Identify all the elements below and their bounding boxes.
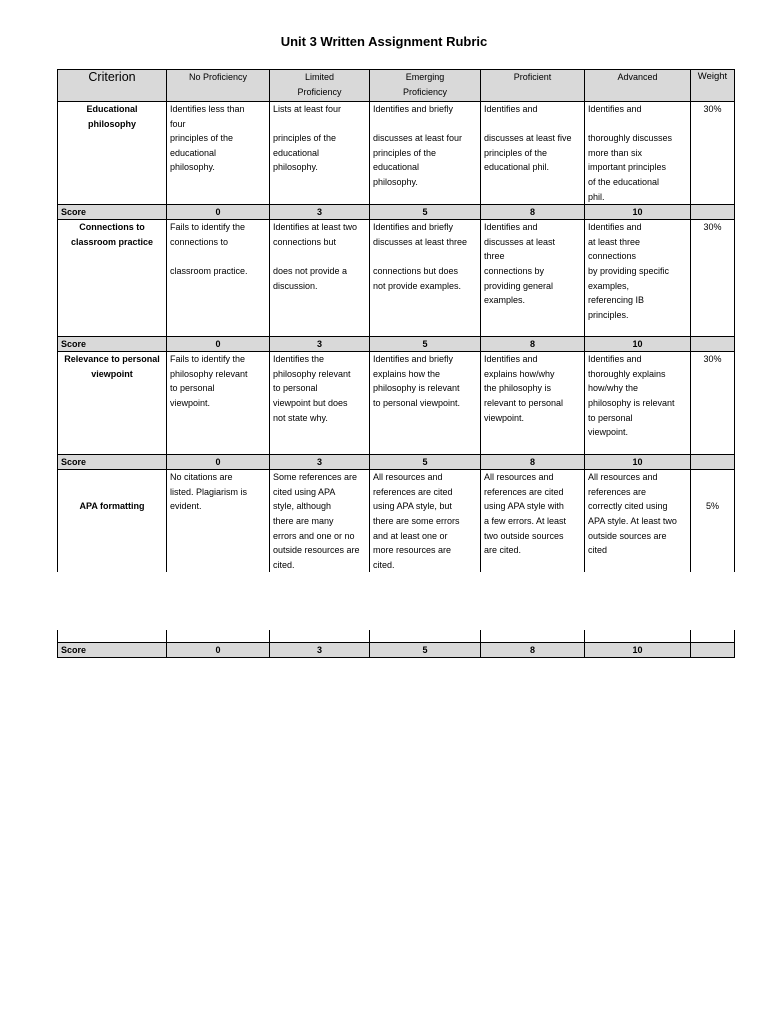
- descriptor-advanced: Identifies and thoroughly discusses more than six important principles of the educational phil.: [585, 102, 691, 205]
- descriptor-no-proficiency: Fails to identify the connections to classroom practice.: [167, 220, 270, 337]
- descriptor-limited: Lists at least four principles of the educational philosophy.: [270, 102, 370, 205]
- score-row: [58, 337, 735, 352]
- weight-value: 30%: [691, 352, 735, 455]
- score-weight-empty: [691, 337, 735, 352]
- score-value: 8: [481, 455, 585, 470]
- descriptor-proficient: Identifies and discusses at least five principles of the educational phil.: [481, 102, 585, 205]
- header-limited-proficiency: Limited Proficiency: [270, 70, 370, 102]
- rubric-table: [57, 69, 735, 658]
- score-value: 3: [270, 205, 370, 220]
- criterion-label: APA formatting: [58, 470, 167, 573]
- score-value: 10: [585, 643, 691, 658]
- score-value: 0: [167, 643, 270, 658]
- descriptor-proficient: Identifies and explains how/why the philosophy is relevant to personal viewpoint.: [481, 352, 585, 455]
- criterion-row-connections: [58, 220, 735, 337]
- descriptor-no-proficiency: Identifies less than four principles of the educational philosophy.: [167, 102, 270, 205]
- score-row: [58, 455, 735, 470]
- descriptor-proficient: All resources and references are cited using APA style with a few errors. At least two outside sources are cited.: [481, 470, 585, 573]
- score-value: 3: [270, 337, 370, 352]
- score-label: Score: [58, 643, 167, 658]
- weight-value: 30%: [691, 102, 735, 205]
- descriptor-no-proficiency: Fails to identify the philosophy relevant to personal viewpoint.: [167, 352, 270, 455]
- descriptor-advanced: Identifies and thoroughly explains how/why the philosophy is relevant to personal viewpoint.: [585, 352, 691, 455]
- criterion-label: Relevance to personal viewpoint: [58, 352, 167, 455]
- score-weight-empty: [691, 205, 735, 220]
- criterion-row-apa-formatting: [58, 470, 735, 573]
- score-value: 8: [481, 643, 585, 658]
- score-label: Score: [58, 205, 167, 220]
- score-value: 5: [370, 205, 481, 220]
- page-break-gap: [58, 572, 735, 630]
- descriptor-limited: Some references are cited using APA style, although there are many errors and one or no outside resources are cited.: [270, 470, 370, 573]
- criterion-label: Connections to classroom practice: [58, 220, 167, 337]
- descriptor-limited: Identifies the philosophy relevant to personal viewpoint but does not state why.: [270, 352, 370, 455]
- descriptor-emerging: Identifies and briefly discusses at least three connections but does not provide examples.: [370, 220, 481, 337]
- score-value: 8: [481, 337, 585, 352]
- weight-value: 30%: [691, 220, 735, 337]
- score-value: 3: [270, 455, 370, 470]
- score-value: 10: [585, 205, 691, 220]
- header-row: [58, 70, 735, 102]
- page-title: Unit 3 Written Assignment Rubric: [280, 34, 488, 49]
- criterion-row-educational-philosophy: [58, 102, 735, 205]
- score-value: 3: [270, 643, 370, 658]
- score-value: 10: [585, 337, 691, 352]
- header-proficient: Proficient: [481, 70, 585, 102]
- score-value: 5: [370, 455, 481, 470]
- score-value: 0: [167, 205, 270, 220]
- score-value: 8: [481, 205, 585, 220]
- score-row: [58, 205, 735, 220]
- descriptor-emerging: Identifies and briefly discusses at least four principles of the educational philosophy.: [370, 102, 481, 205]
- descriptor-emerging: Identifies and briefly explains how the philosophy is relevant to personal viewpoint.: [370, 352, 481, 455]
- score-value: 10: [585, 455, 691, 470]
- score-row: [58, 643, 735, 658]
- header-emerging-proficiency: Emerging Proficiency: [370, 70, 481, 102]
- criterion-label: Educational philosophy: [58, 102, 167, 205]
- score-value: 5: [370, 337, 481, 352]
- descriptor-advanced: All resources and references are correctly cited using APA style. At least two outside sources are cited: [585, 470, 691, 573]
- continued-row-stub: [58, 630, 735, 643]
- descriptor-no-proficiency: No citations are listed. Plagiarism is evident.: [167, 470, 270, 573]
- score-weight-empty: [691, 643, 735, 658]
- header-no-proficiency: No Proficiency: [167, 70, 270, 102]
- score-label: Score: [58, 455, 167, 470]
- header-criterion: Criterion: [58, 70, 167, 102]
- descriptor-proficient: Identifies and discusses at least three connections by providing general examples.: [481, 220, 585, 337]
- score-weight-empty: [691, 455, 735, 470]
- header-weight: Weight: [691, 70, 735, 102]
- descriptor-advanced: Identifies and at least three connections by providing specific examples, referencing IB principles.: [585, 220, 691, 337]
- score-label: Score: [58, 337, 167, 352]
- header-advanced: Advanced: [585, 70, 691, 102]
- score-value: 5: [370, 643, 481, 658]
- descriptor-emerging: All resources and references are cited using APA style, but there are some errors and at least one or more resources are cited.: [370, 470, 481, 573]
- weight-value: 5%: [691, 470, 735, 573]
- score-value: 0: [167, 455, 270, 470]
- criterion-row-relevance: [58, 352, 735, 455]
- score-value: 0: [167, 337, 270, 352]
- descriptor-limited: Identifies at least two connections but does not provide a discussion.: [270, 220, 370, 337]
